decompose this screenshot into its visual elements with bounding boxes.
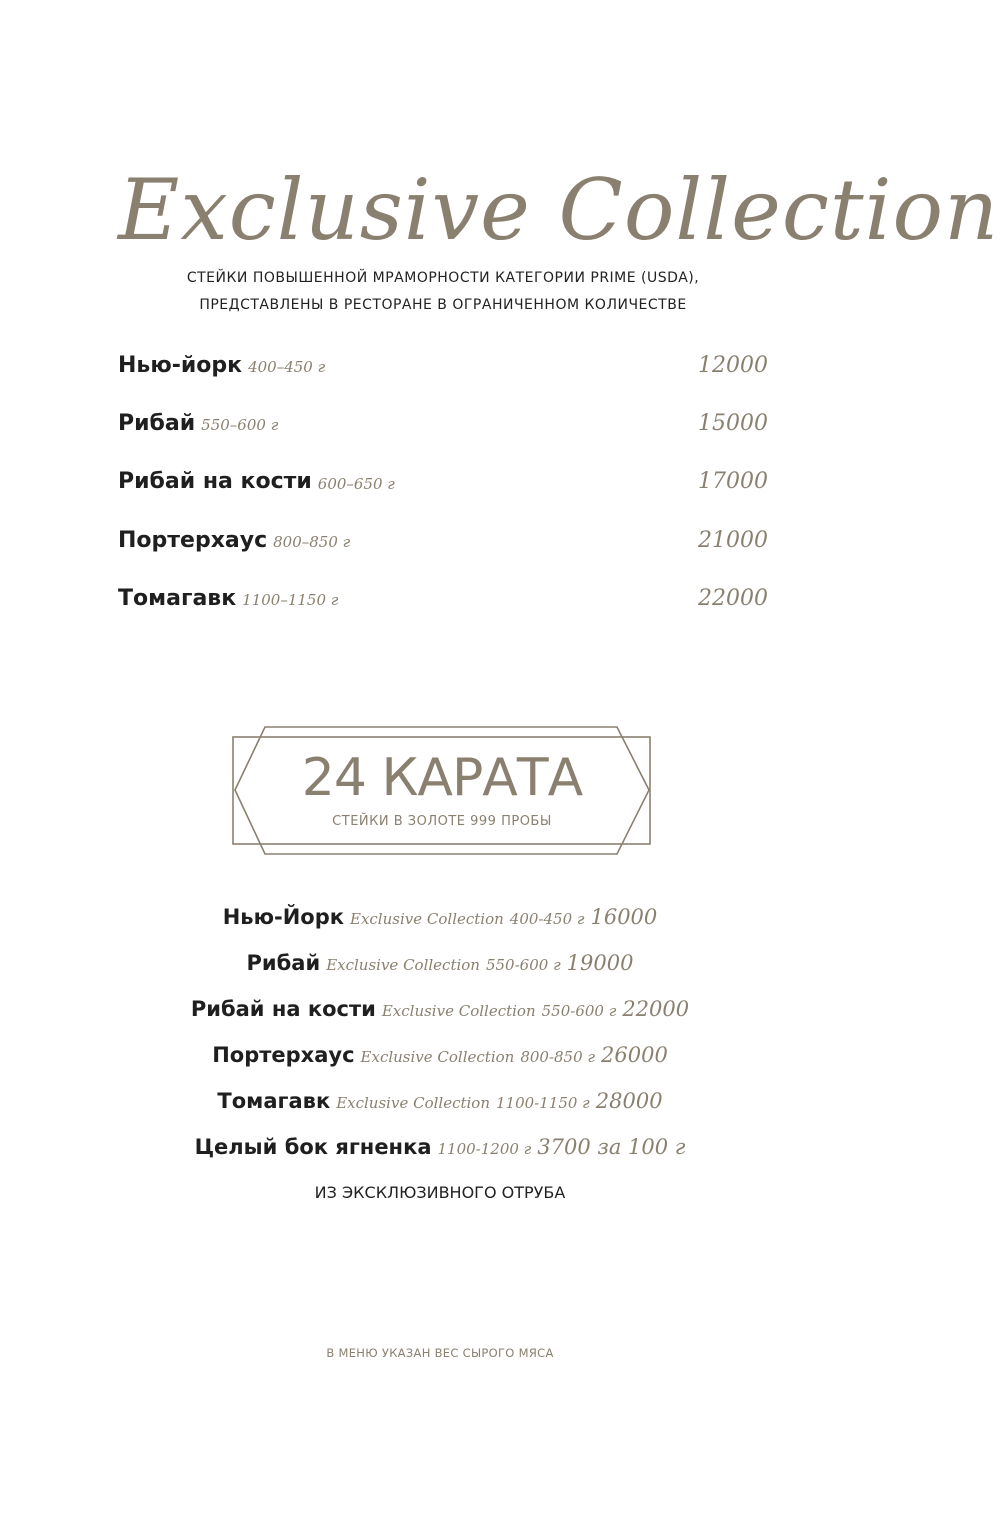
item-name: Рибай (118, 410, 196, 436)
item-price: 26000 (601, 1043, 668, 1067)
menu-item (110, 1032, 770, 1078)
item-price: 22000 (622, 997, 690, 1021)
menu-item (118, 511, 768, 569)
item-name: Нью-Йорк (222, 905, 344, 929)
item-weight: 1100–1150 г (242, 591, 339, 610)
menu-item (110, 1078, 770, 1124)
item-weight: 600–650 г (317, 474, 395, 493)
cut-note: ИЗ ЭКСКЛЮЗИВНОГО ОТРУБА (314, 1183, 566, 1202)
item-weight: 1100-1200 г (437, 1139, 532, 1158)
item-weight: 1100-1150 г (495, 1093, 590, 1112)
item-name: Рибай (246, 951, 321, 975)
item-price: 19000 (566, 951, 634, 975)
item-name: Рибай на кости (190, 997, 376, 1021)
footer-note: В МЕНЮ УКАЗАН ВЕС СЫРОГО МЯСА (326, 1346, 554, 1360)
item-price: 15000 (698, 410, 768, 436)
item-collection: Exclusive Collection (326, 955, 480, 974)
item-weight: 800-850 г (520, 1047, 595, 1066)
menu-title: Exclusive Collection (118, 161, 1000, 259)
menu-item (118, 569, 768, 627)
item-price: 3700 за 100 г (537, 1135, 686, 1159)
item-price: 12000 (698, 352, 768, 378)
gold-steak-list (110, 894, 770, 1170)
item-price: 28000 (595, 1089, 663, 1113)
item-collection: Exclusive Collection (360, 1047, 515, 1066)
item-collection: Exclusive Collection (381, 1001, 536, 1020)
item-price: 17000 (698, 469, 768, 495)
item-price: 21000 (698, 527, 768, 553)
item-name: Портерхаус (118, 527, 268, 553)
menu-item (118, 394, 768, 452)
gold-badge (232, 726, 652, 856)
menu-subtitle-line2: ПРЕДСТАВЛЕНЫ В РЕСТОРАНЕ В ОГРАНИЧЕННОМ КОЛИЧЕСТВЕ (199, 297, 687, 313)
menu-item (110, 940, 770, 986)
item-weight: 550-600 г (541, 1001, 617, 1020)
item-name: Томагавк (217, 1089, 331, 1113)
item-weight: 550-600 г (485, 955, 561, 974)
menu-subtitle-line1: СТЕЙКИ ПОВЫШЕННОЙ МРАМОРНОСТИ КАТЕГОРИИ PRIME (USDA), (186, 270, 700, 286)
item-collection: Exclusive Collection (350, 909, 504, 928)
menu-item (118, 336, 768, 394)
item-name: Портерхаус (212, 1043, 355, 1067)
item-weight: 550–600 г (201, 416, 279, 435)
item-price: 22000 (698, 585, 768, 611)
item-name: Рибай на кости (118, 469, 312, 495)
item-weight: 400–450 г (248, 358, 326, 377)
item-price: 16000 (590, 905, 658, 929)
item-name: Нью-йорк (118, 352, 243, 378)
menu-item (110, 1124, 770, 1170)
item-weight: 800–850 г (273, 533, 351, 552)
menu-item (118, 453, 768, 511)
item-name: Томагавк (118, 585, 237, 611)
menu-item (110, 986, 770, 1032)
badge-title: 24 КАРАТА (301, 748, 583, 808)
item-collection: Exclusive Collection (336, 1093, 490, 1112)
exclusive-steak-list (118, 336, 768, 627)
item-name: Целый бок ягненка (194, 1135, 432, 1159)
item-weight: 400-450 г (509, 909, 585, 928)
menu-item (110, 894, 770, 940)
badge-subtitle: СТЕЙКИ В ЗОЛОТЕ 999 ПРОБЫ (332, 814, 552, 829)
